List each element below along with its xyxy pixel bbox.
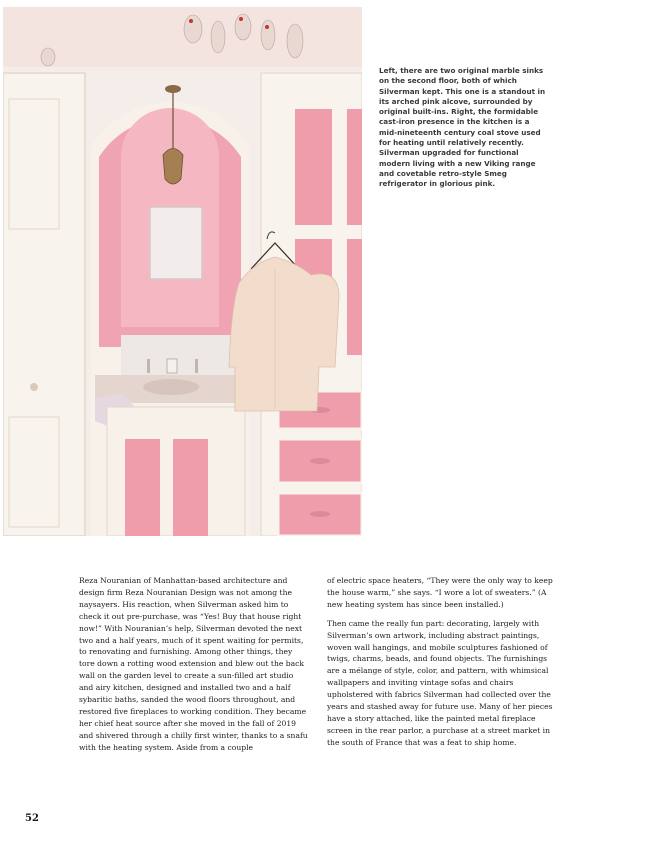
body-paragraph: Reza Nouranian of Manhattan-based architecture and design firm Reza Nouranian Design was not among the naysayers. His reaction, when Silverman asked him to check it out pre-purchase, was “Yes! Buy that house right now!” With Nouranian’s help, Silverman devoted the next two and a half years, much of it spent waiting for permits, to renovating and furnishing. Among other things, they tore down a rotting wood extension and blew out the back wall on the garden level to create a sun-filled art studio and airy kitchen, designed and installed two and a half sybaritic baths, sanded the wood floors throughout, and restored five fireplaces to working condition. They became her chief heat source after she moved in the fall of 2019 and shivered through a chilly first winter, thanks to a snafu with the heating system. Aside from a couple [79,576,308,752]
body-paragraph: of electric space heaters, “They were the only way to keep the house warm,” she says. “I wore a lot of sweaters.” (A new heating system has since been installed.) [327,576,553,609]
page-number: 52 [25,813,39,824]
photo-caption: Left, there are two original marble sinks on the second floor, both of which Silverman kept. This one is a standout in its arched pink alcove, surrounded by original built-ins. Right, the formidable cast-iron presence in the kitchen is a mid-nineteenth century coal stove used for heating until relatively recently. Silverman upgraded for functional modern living with a new Viking range and covetable retro-style Smeg refrigerator in glorious pink. [379,66,546,189]
body-paragraph: Then came the really fun part: decorating, largely with Silverman’s own artwork, including abstract paintings, woven wall hangings, and mobile sculptures fashioned of twigs, charms, beads, and found objects. The furnishings are a mélange of style, color, and pattern, with whimsical wallpapers and inviting vintage sofas and chairs upholstered with fabrics Silverman had collected over the years and stashed away for future use. Many of her pieces have a story attached, like the painted metal fireplace screen in the rear parlor, a purchase at a street market in the south of France that was a feat to ship home. [327,618,553,747]
body-column-left [79,575,308,761]
body-column-right [327,575,556,756]
sink-alcove-photo [3,7,362,536]
